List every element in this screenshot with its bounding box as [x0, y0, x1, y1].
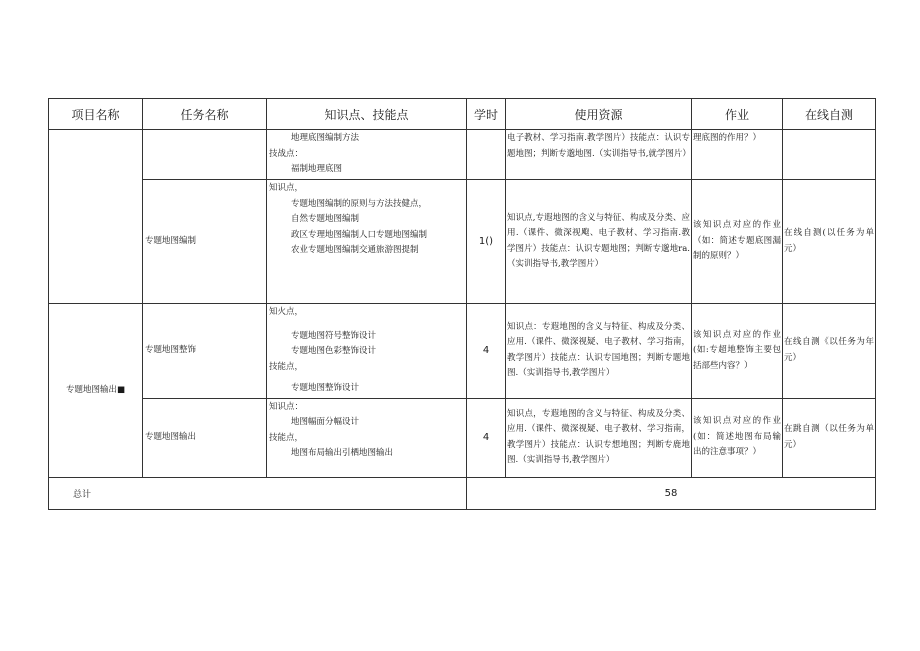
knowledge-line: 政区专理地图编制人口专题地图编制 [291, 229, 428, 240]
knowledge-line: 专题地图色彩整饰设计 [291, 346, 377, 356]
header-resources: 使用资源 [506, 99, 692, 130]
task-cell [143, 130, 267, 180]
table-row [49, 130, 876, 180]
course-plan-table [48, 98, 876, 510]
resources-cell: 知识点，专遐地图的含义与特征、构成及分类、应用.（课件、微深视疑、电子教材、学习指南，教学图片）技能点：认识专想地图；判断专鹿地图.（实训指导书,教学图片） [506, 398, 692, 477]
table-row [49, 180, 876, 304]
knowledge-cell [267, 398, 467, 477]
task-cell: 专题地图整饰 [143, 304, 267, 399]
header-selftest: 在线自测 [783, 99, 876, 130]
hours-cell: 4 [467, 304, 506, 399]
task-cell: 专题地图输出 [143, 398, 267, 477]
table-row [49, 398, 876, 477]
homework-cell: 该知识点对应的作业(如:专超地整饰主要包括部些内容？） [692, 304, 783, 399]
hours-cell: 4 [467, 398, 506, 477]
knowledge-line: 地图幅面分幅设计 [291, 417, 360, 427]
homework-cell: 该知识点对应的作业（如：简述专题底图漏制的原则？） [692, 180, 783, 304]
resources-cell: 知识点,专遐地图的含义与特征、构成及分类、应用.（课件、微深视飑、电子教材、学习指南.教学图片）技能点：认识专题地图；判断专邈地ra.（实训指导书,教学图片） [506, 180, 692, 304]
homework-cell: 理底图的作用？） [692, 130, 783, 180]
knowledge-line: 农业专题地图编制交通旅游图提制 [291, 245, 419, 255]
knowledge-line: 技战点： [269, 148, 304, 159]
knowledge-line: 自然专题地图编制 [291, 214, 360, 224]
knowledge-line: 地理底图编制方法 [291, 133, 360, 143]
knowledge-line: 专题地图整饰设计 [291, 383, 360, 393]
knowledge-line: 地图布局输出引栖地图输出 [291, 448, 394, 458]
knowledge-line: 技能点， [269, 432, 304, 443]
knowledge-cell [267, 304, 467, 399]
header-homework: 作业 [692, 99, 783, 130]
hours-cell [467, 130, 506, 180]
knowledge-line: 知识点， [269, 183, 304, 193]
hours-cell: 1() [467, 180, 506, 304]
selftest-cell: 在跳自测（以任务为单元） [783, 398, 876, 477]
project-cell-2: 专题地图输出■ [49, 304, 143, 478]
selftest-cell [783, 130, 876, 180]
knowledge-cell [267, 180, 467, 304]
header-knowledge: 知识点、技能点 [267, 99, 467, 130]
table-row [49, 304, 876, 399]
header-project: 项目名称 [49, 99, 143, 130]
knowledge-line: 知识点： [269, 401, 304, 412]
header-task: 任务名称 [143, 99, 267, 130]
selftest-cell: 在线自测(以任务为单元） [783, 180, 876, 304]
knowledge-line: 知火点， [269, 307, 304, 317]
task-cell: 专题地图编制 [143, 180, 267, 304]
knowledge-line: 福制地理底图 [291, 164, 343, 174]
total-label: 总计 [49, 477, 467, 509]
knowledge-cell [267, 130, 467, 180]
knowledge-line: 专题地图编制的原则与方法技健点， [291, 198, 428, 209]
project-cell-1 [49, 130, 143, 304]
header-hours: 学时 [467, 99, 506, 130]
total-row [49, 477, 876, 509]
selftest-cell: 在线自测《以任务为年元） [783, 304, 876, 399]
header-row [49, 99, 876, 130]
knowledge-line: 技能点， [269, 361, 304, 372]
total-value: 58 [467, 477, 876, 509]
resources-cell: 知识点：专遐地图的含义与特征、构成及分类、应用.（课件、微深视疑、电子教材、学习指南，教学图片）技能点：认识专国地图；判断专题地图.（实训指导书,教学图片） [506, 304, 692, 399]
knowledge-line: 专题地图符号整饰设计 [291, 330, 377, 341]
resources-cell: 电子教材、学习指南.教学图片）技能点：认识专题地图；判断专邈地图.（实训指导书,就学图片） [506, 130, 692, 180]
homework-cell: 该知识点对应的作业(如：简述地图布局输出的注意事项？） [692, 398, 783, 477]
